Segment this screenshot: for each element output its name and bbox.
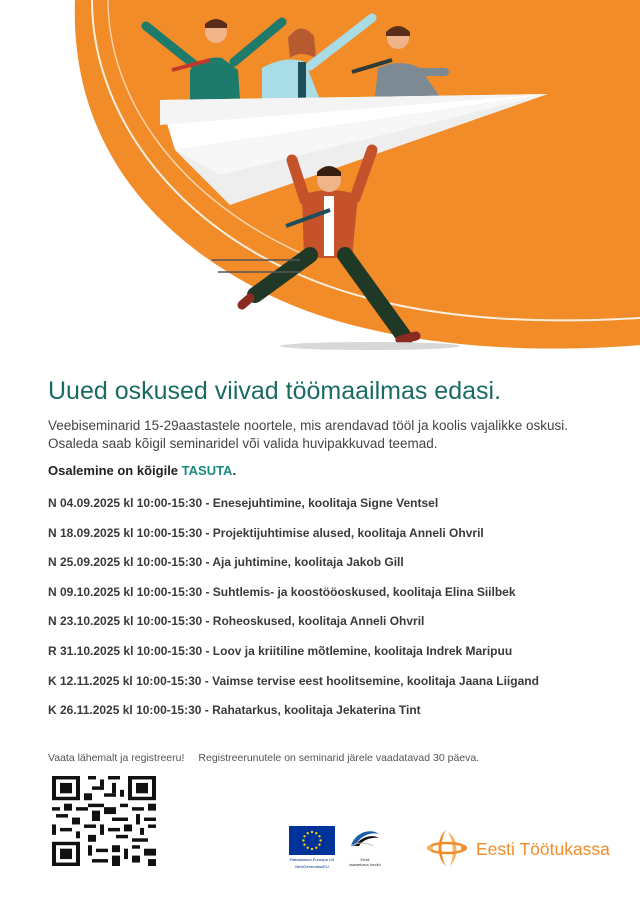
intro-text <box>48 417 628 453</box>
hero-illustration <box>0 0 640 370</box>
tricolor-swoosh-icon <box>347 826 383 852</box>
estonia-recovery-text-2: taastekava fondid <box>349 862 381 867</box>
participation-note <box>48 463 236 478</box>
session-item: N 18.09.2025 kl 10:00-15:30 - Projektijuhtimise alused, koolitaja Anneli Ohvril <box>48 525 484 540</box>
participation-suffix: . <box>232 463 237 478</box>
session-item: K 12.11.2025 kl 10:00-15:30 - Vaimse tervise eest hoolitsemine, koolitaja Jaana Liigand <box>48 673 539 688</box>
participation-prefix: Osalemine on kõigile <box>48 463 182 478</box>
tootukassa-name: Eesti Töötukassa <box>476 839 610 859</box>
session-list <box>48 496 628 733</box>
session-item: N 09.10.2025 kl 10:00-15:30 - Suhtlemis- ja koostööoskused, koolitaja Elina Siilbek <box>48 584 516 599</box>
session-item: N 04.09.2025 kl 10:00-15:30 - Enesejuhtimine, koolitaja Signe Ventsel <box>48 496 439 510</box>
paper-plane-illustration <box>0 0 640 370</box>
footer-note <box>48 752 479 764</box>
page-title: Uued oskused viivad töömaailmas edasi. <box>48 377 502 405</box>
register-text: Vaata lähemalt ja registreeru! <box>48 752 185 764</box>
eu-funding-logo <box>287 826 337 868</box>
free-highlight: TASUTA <box>181 463 233 478</box>
registration-qr-code[interactable] <box>52 776 156 866</box>
eu-funding-text-1: Rahastanud Euroopa Liit <box>289 857 335 862</box>
session-item: N 23.10.2025 kl 10:00-15:30 - Roheoskused, koolitaja Anneli Ohvril <box>48 614 425 629</box>
tootukassa-emblem-icon <box>426 826 470 870</box>
estonia-recovery-text-1: Eesti <box>360 857 370 862</box>
tootukassa-logo <box>426 826 616 870</box>
session-item: R 31.10.2025 kl 10:00-15:30 - Loov ja kriitiline mõtlemine, koolitaja Indrek Maripuu <box>48 643 513 658</box>
session-item: K 26.11.2025 kl 10:00-15:30 - Rahatarkus, koolitaja Jekaterina Tint <box>48 703 421 718</box>
recording-note: Registreerunutele on seminarid järele vaadatavad 30 päeva. <box>198 752 480 764</box>
estonia-recovery-logo <box>347 826 383 868</box>
eu-funding-text-2: NextGenerationEU <box>295 864 329 869</box>
intro-line-1: Veebiseminarid 15-29aastastele noortele, mis arendavad tööl ja koolis vajalikke oskusi. <box>48 418 569 433</box>
session-item: N 25.09.2025 kl 10:00-15:30 - Aja juhtimine, koolitaja Jakob Gill <box>48 555 404 570</box>
eu-flag-icon <box>289 826 335 855</box>
intro-line-2: Osaleda saab kõigil seminaridel või valida huvipakkuvad teemad. <box>48 436 438 451</box>
